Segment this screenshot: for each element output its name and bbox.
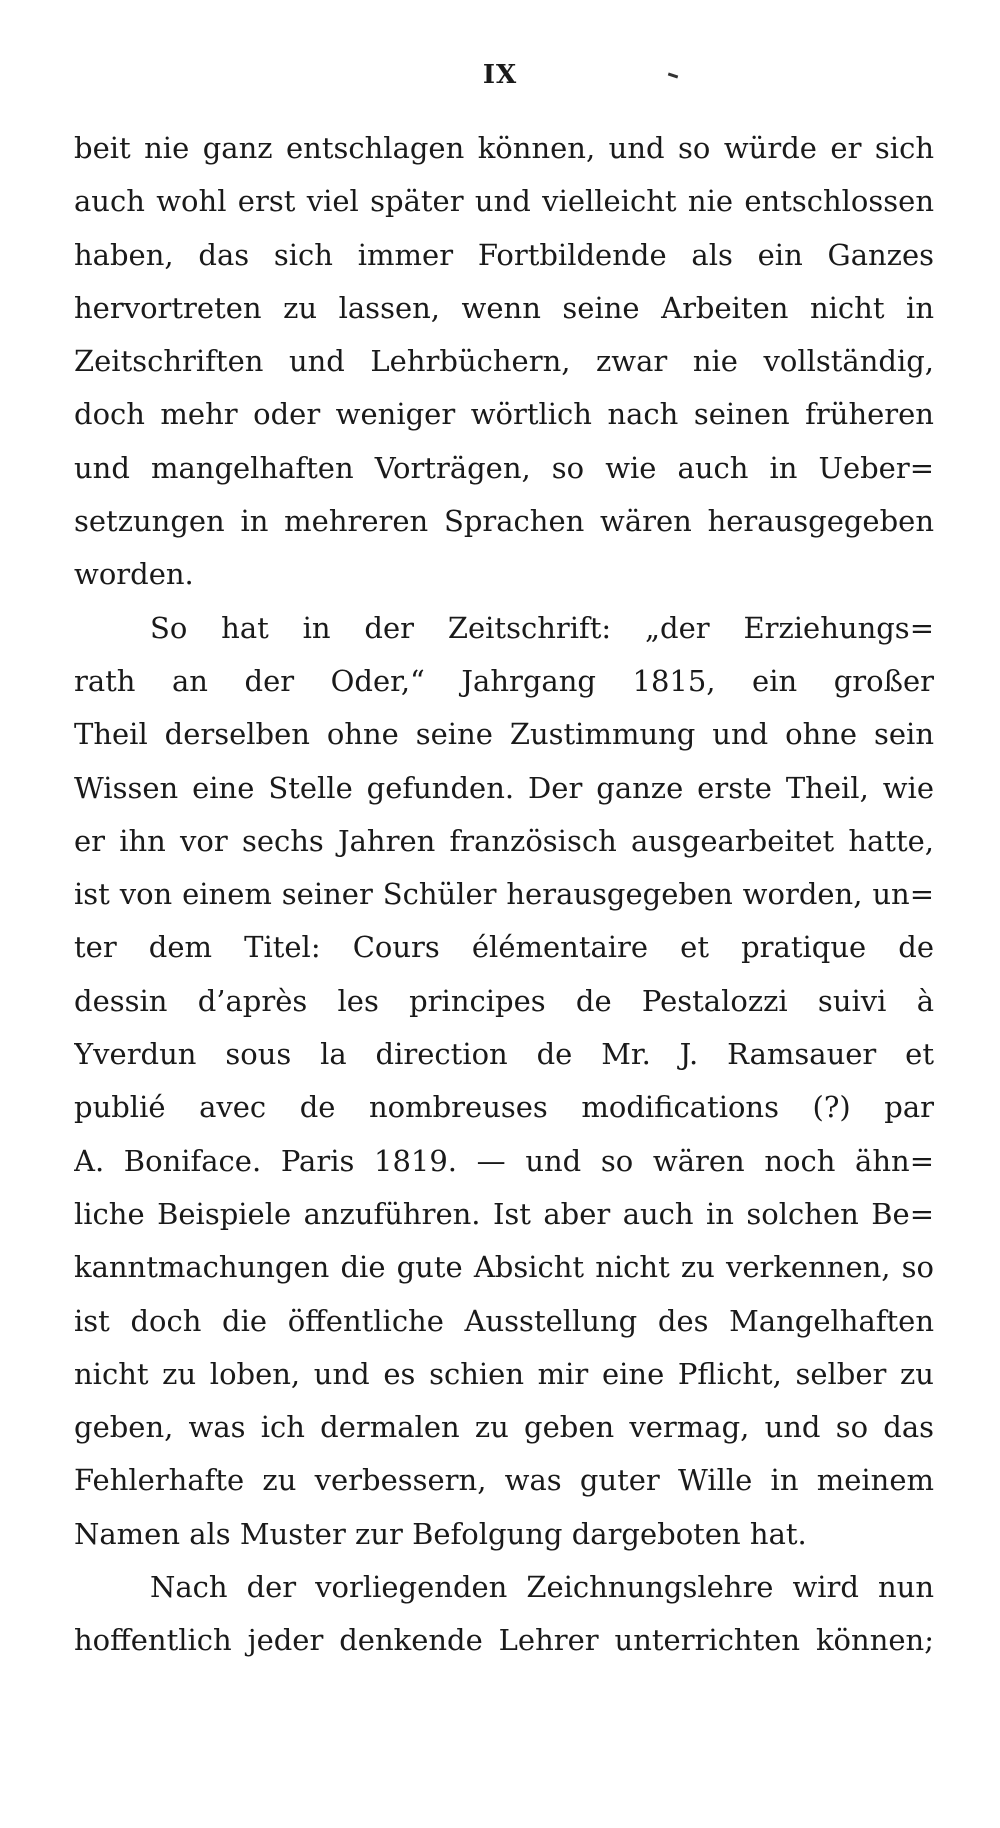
text-line: So hat in der Zeitschrift: „der Erziehungs=: [150, 610, 934, 645]
text-line: A. Boniface. Paris 1819. — und so wären noch ähn=: [74, 1143, 934, 1178]
text-line: setzungen in mehreren Sprachen wären herausgegeben: [74, 504, 934, 539]
text-line: Wissen eine Stelle gefunden. Der ganze erste Theil, wie: [74, 770, 934, 805]
text-line: ter dem Titel: Cours élémentaire et pratique de: [74, 930, 934, 965]
text-line: worden.: [74, 557, 194, 592]
text-line: liche Beispiele anzuführen. Ist aber auch in solchen Be=: [74, 1196, 934, 1231]
text-line: Fehlerhafte zu verbessern, was guter Wille in meinem: [74, 1463, 934, 1498]
text-line: Theil derselben ohne seine Zustimmung und ohne sein: [74, 717, 934, 752]
text-line: Nach der vorliegenden Zeichnungslehre wird nun: [150, 1570, 934, 1605]
body-text: [74, 122, 934, 1668]
text-line: auch wohl erst viel später und vielleicht nie entschlossen: [74, 184, 934, 219]
text-line: und mangelhaften Vorträgen, so wie auch in Ueber=: [74, 450, 934, 485]
text-line: hervortreten zu lassen, wenn seine Arbeiten nicht in: [74, 290, 934, 325]
text-line: Namen als Muster zur Befolgung dargeboten hat.: [74, 1516, 807, 1551]
text-line: dessin d’après les principes de Pestalozzi suivi à: [74, 983, 934, 1018]
text-line: beit nie ganz entschlagen können, und so würde er sich: [74, 131, 934, 165]
text-line: doch mehr oder weniger wörtlich nach seinen früheren: [74, 397, 934, 432]
text-line: hoffentlich jeder denkende Lehrer unterrichten können;: [74, 1623, 934, 1658]
text-line: haben, das sich immer Fortbildende als ein Ganzes: [74, 237, 934, 272]
page-number: IX: [482, 60, 518, 90]
text-line: ist von einem seiner Schüler herausgegeben worden, un=: [74, 877, 934, 912]
text-line: Yverdun sous la direction de Mr. J. Ramsauer et: [74, 1037, 934, 1072]
text-line: geben, was ich dermalen zu geben vermag, und so das: [74, 1410, 934, 1445]
text-line: publié avec de nombreuses modifications (?) par: [74, 1090, 934, 1125]
text-line: nicht zu loben, und es schien mir eine Pflicht, selber zu: [74, 1356, 934, 1391]
text-line: Zeitschriften und Lehrbüchern, zwar nie vollständig,: [74, 344, 934, 379]
text-line: kanntmachungen die gute Absicht nicht zu verkennen, so: [74, 1250, 934, 1285]
text-line: er ihn vor sechs Jahren französisch ausgearbeitet hatte,: [74, 823, 934, 858]
text-line: rath an der Oder,“ Jahrgang 1815, ein großer: [74, 663, 934, 698]
text-line: ist doch die öffentliche Ausstellung des Mangelhaften: [74, 1303, 934, 1338]
